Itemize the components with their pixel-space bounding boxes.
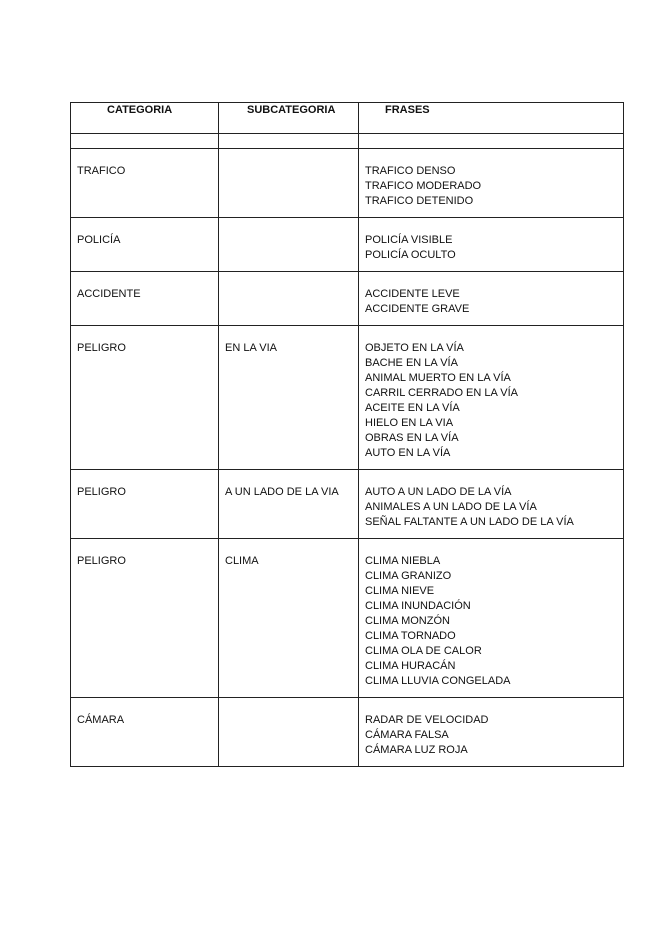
category-cell	[71, 698, 219, 767]
phrase-item: CLIMA OLA DE CALOR	[365, 645, 482, 657]
phrase-item: HIELO EN LA VIA	[365, 417, 454, 429]
phrases-cell	[359, 698, 624, 767]
header-categoria	[71, 103, 219, 134]
phrase-list	[365, 341, 617, 461]
phrase-item: CLIMA NIEBLA	[365, 555, 441, 567]
phrase-item: ANIMAL MUERTO EN LA VÍA	[365, 372, 511, 384]
category-text: TRAFICO	[77, 165, 126, 177]
phrase-item: TRAFICO MODERADO	[365, 180, 482, 192]
phrase-item: SEÑAL FALTANTE A UN LADO DE LA VÍA	[365, 516, 574, 528]
phrase-item: CLIMA TORNADO	[365, 630, 456, 642]
phrase-item: RADAR DE VELOCIDAD	[365, 714, 489, 726]
phrase-item: ANIMALES A UN LADO DE LA VÍA	[365, 501, 537, 513]
phrase-list	[365, 485, 617, 530]
category-cell	[71, 218, 219, 272]
table-row	[71, 698, 624, 767]
category-text: POLICÍA	[77, 234, 121, 246]
phrases-cell	[359, 470, 624, 539]
phrase-item: TRAFICO DETENIDO	[365, 195, 474, 207]
phrase-item: ACCIDENTE LEVE	[365, 288, 460, 300]
phrases-cell	[359, 272, 624, 326]
phrase-item: CLIMA LLUVIA CONGELADA	[365, 675, 511, 687]
phrase-list	[365, 287, 617, 317]
table-row	[71, 149, 624, 218]
subcategory-cell	[219, 218, 359, 272]
phrase-item: CLIMA MONZÓN	[365, 615, 450, 627]
category-cell	[71, 149, 219, 218]
category-text: PELIGRO	[77, 342, 126, 354]
phrases-cell	[359, 218, 624, 272]
subcategory-cell	[219, 272, 359, 326]
spacer-cell	[359, 134, 624, 149]
category-text: PELIGRO	[77, 486, 126, 498]
subcategory-text	[219, 698, 358, 721]
phrase-item: CLIMA INUNDACIÓN	[365, 600, 471, 612]
category-text: CÁMARA	[77, 714, 125, 726]
subcategory-cell	[219, 326, 359, 470]
header-frases-label: FRASES	[385, 104, 430, 116]
subcategory-cell	[219, 149, 359, 218]
category-table	[70, 102, 624, 767]
phrases-cell	[359, 149, 624, 218]
subcategory-text: A UN LADO DE LA VIA	[225, 486, 339, 498]
phrase-item: TRAFICO DENSO	[365, 165, 456, 177]
phrase-item: OBRAS EN LA VÍA	[365, 432, 459, 444]
header-categoria-label: CATEGORIA	[107, 104, 173, 116]
header-frases	[359, 103, 624, 134]
phrase-list	[365, 713, 617, 758]
subcategory-cell	[219, 470, 359, 539]
table-row	[71, 470, 624, 539]
spacer-cell	[71, 134, 219, 149]
phrase-list	[365, 554, 617, 689]
header-spacer-row	[71, 134, 624, 149]
phrase-item: POLICÍA OCULTO	[365, 249, 456, 261]
phrase-item: CARRIL CERRADO EN LA VÍA	[365, 387, 519, 399]
category-text: PELIGRO	[77, 555, 126, 567]
table-body	[71, 149, 624, 767]
table-row	[71, 539, 624, 698]
phrase-item: ACCIDENTE GRAVE	[365, 303, 470, 315]
phrase-item: AUTO EN LA VÍA	[365, 447, 451, 459]
subcategory-text: EN LA VIA	[225, 342, 277, 354]
subcategory-text	[219, 272, 358, 295]
category-text: ACCIDENTE	[77, 288, 141, 300]
spacer-cell	[219, 134, 359, 149]
phrase-item: CLIMA HURACÁN	[365, 660, 456, 672]
subcategory-cell	[219, 698, 359, 767]
subcategory-text	[219, 218, 358, 241]
category-cell	[71, 326, 219, 470]
subcategory-text: CLIMA	[225, 555, 259, 567]
phrase-item: CÁMARA LUZ ROJA	[365, 744, 468, 756]
phrase-list	[365, 164, 617, 209]
header-subcategoria-label: SUBCATEGORIA	[247, 104, 336, 116]
phrase-item: BACHE EN LA VÍA	[365, 357, 458, 369]
phrase-item: ACEITE EN LA VÍA	[365, 402, 460, 414]
phrase-item: OBJETO EN LA VÍA	[365, 342, 464, 354]
category-cell	[71, 470, 219, 539]
phrase-item: CLIMA NIEVE	[365, 585, 435, 597]
table-row	[71, 272, 624, 326]
phrase-item: CÁMARA FALSA	[365, 729, 449, 741]
table-row	[71, 326, 624, 470]
category-cell	[71, 539, 219, 698]
phrase-item: POLICÍA VISIBLE	[365, 234, 453, 246]
table-header-row	[71, 103, 624, 134]
table-row	[71, 218, 624, 272]
phrase-item: CLIMA GRANIZO	[365, 570, 452, 582]
phrase-list	[365, 233, 617, 263]
phrases-cell	[359, 539, 624, 698]
subcategory-text	[219, 149, 358, 172]
header-subcategoria	[219, 103, 359, 134]
subcategory-cell	[219, 539, 359, 698]
phrases-cell	[359, 326, 624, 470]
category-cell	[71, 272, 219, 326]
phrase-item: AUTO A UN LADO DE LA VÍA	[365, 486, 512, 498]
